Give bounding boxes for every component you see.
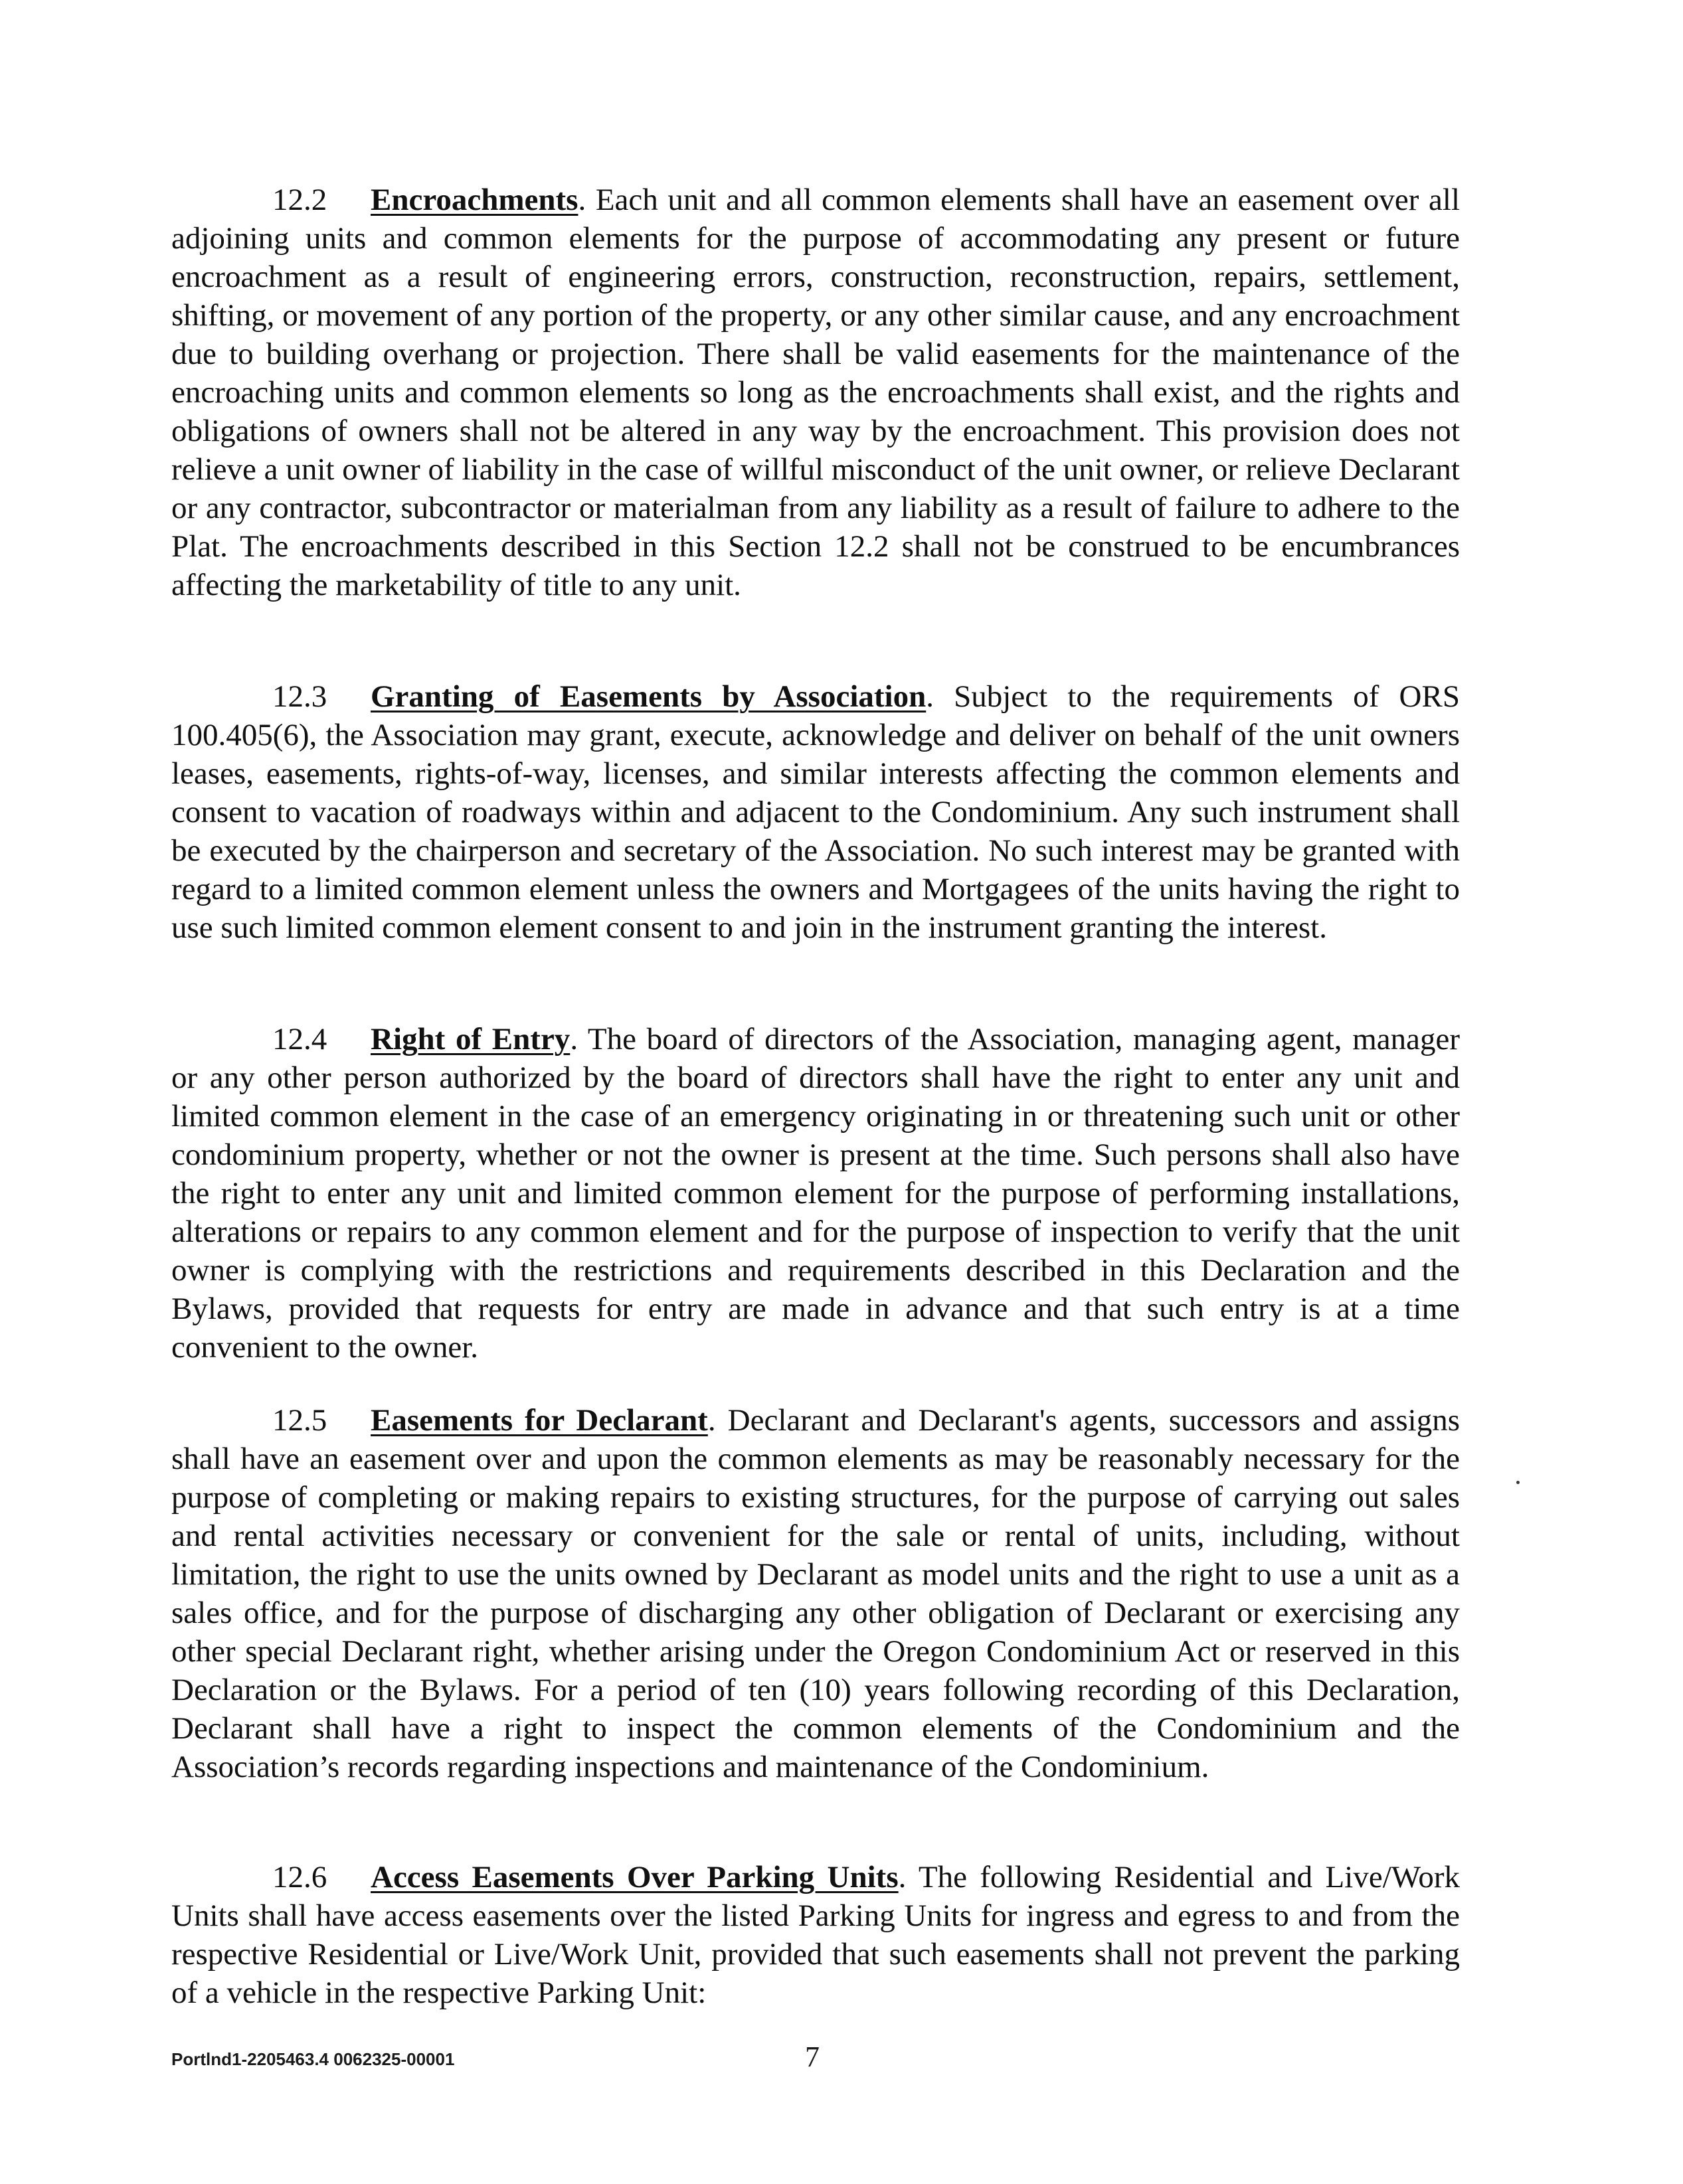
section-heading: Right of Entry <box>371 1022 571 1056</box>
section-12-3: 12.3 Granting of Easements by Association. Subject to the requirements of ORS 100.405(6), the Association may grant, execute, acknowledge and deliver on behalf of the unit owners leases, easements, rights-of-way, licenses, and similar interests affecting the common elements and consent to vacation of roadways within and adjacent to the Condominium. Any such instrument shall be executed by the chairperson and secretary of the Association. No such interest may be granted with regard to a limited common element unless the owners and Mortgagees of the units having the right to use such limited common element consent to and join in the instrument granting the interest. <box>171 677 1460 947</box>
section-body: The following Residential and Live/Work Units shall have access easements over the listed Parking Units for ingress and egress to and from the respective Residential or Live/Work Unit, provided that such easements shall not prevent the parking of a vehicle in the respective Parking Unit: <box>171 1860 1460 2010</box>
section-number: 12.2 <box>272 183 327 217</box>
section-body: Declarant and Declarant's agents, successors and assigns shall have an easement over and upon the common elements as may be reasonably necessary for the purpose of completing or making repairs to existing structures, for the purpose of carrying out sales and rental activities necessary or convenient for the sale or rental of units, including, without limitation, the right to use the units owned by Declarant as model units and the right to use a unit as a sales office, and for the purpose of discharging any other obligation of Declarant or exercising any other special Declarant right, whether arising under the Oregon Condominium Act or reserved in this Declaration or the Bylaws. For a period of ten (10) years following recording of this Declaration, Declarant shall have a right to inspect the common elements of the Condominium and the Association’s records regarding inspections and maintenance of the Condominium. <box>171 1403 1460 1784</box>
section-number: 12.6 <box>272 1860 327 1894</box>
section-number: 12.4 <box>272 1022 327 1056</box>
section-number: 12.5 <box>272 1403 327 1438</box>
section-body: Each unit and all common elements shall have an easement over all adjoining units and common elements for the purpose of accommodating any present or future encroachment as a result of engineering errors, construction, reconstruction, repairs, settlement, shifting, or movement of any portion of the property, or any other similar cause, and any encroachment due to building overhang or projection. There shall be valid easements for the maintenance of the encroaching units and common elements so long as the encroachments shall exist, and the rights and obligations of owners shall not be altered in any way by the encroachment. This provision does not relieve a unit owner of liability in the case of willful misconduct of the unit owner, or relieve Declarant or any contractor, subcontractor or materialman from any liability as a result of failure to adhere to the Plat. The encroachments described in this Section 12.2 shall not be construed to be encumbrances affecting the marketability of title to any unit. <box>171 183 1461 602</box>
section-number: 12.3 <box>272 679 327 714</box>
section-12-2: 12.2 Encroachments. Each unit and all common elements shall have an easement over all adjoining units and common elements for the purpose of accommodating any present or future encroachment as a result of engineering errors, construction, reconstruction, repairs, settlement, shifting, or movement of any portion of the property, or any other similar cause, and any encroachment due to building overhang or projection. There shall be valid easements for the maintenance of the encroaching units and common elements so long as the encroachments shall exist, and the rights and obligations of owners shall not be altered in any way by the encroachment. This provision does not relieve a unit owner of liability in the case of willful misconduct of the unit owner, or relieve Declarant or any contractor, subcontractor or materialman from any liability as a result of failure to adhere to the Plat. The encroachments described in this Section 12.2 shall not be construed to be encumbrances affecting the marketability of title to any unit. <box>171 181 1460 604</box>
section-body: The board of directors of the Association, managing agent, manager or any other person authorized by the board of directors shall have the right to enter any unit and limited common element in the case of an emergency originating in or threatening such unit or other condominium property, whether or not the owner is present at the time. Such persons shall also have the right to enter any unit and limited common element for the purpose of performing installations, alterations or repairs to any common element and for the purpose of inspection to verify that the unit owner is complying with the restrictions and requirements described in this Declaration and the Bylaws, provided that requests for entry are made in advance and that such entry is at a time convenient to the owner. <box>171 1022 1460 1365</box>
footer-document-id: Portlnd1-2205463.4 0062325-00001 <box>171 2049 455 2069</box>
section-heading: Encroachments <box>371 183 578 217</box>
section-heading: Granting of Easements by Association <box>371 679 927 714</box>
section-body: Subject to the requirements of ORS 100.405(6), the Association may grant, execute, acknowledge and deliver on behalf of the unit owners leases, easements, rights-of-way, licenses, and similar interests affecting the common elements and consent to vacation of roadways within and adjacent to the Condominium. Any such instrument shall be executed by the chairperson and secretary of the Association. No such interest may be granted with regard to a limited common element unless the owners and Mortgagees of the units having the right to use such limited common element consent to and join in the instrument granting the interest. <box>171 679 1460 945</box>
scan-speck <box>1516 1481 1520 1484</box>
section-heading: Easements for Declarant <box>371 1403 708 1438</box>
section-12-4: 12.4 Right of Entry. The board of directors of the Association, managing agent, manager or any other person authorized by the board of directors shall have the right to enter any unit and limited common element in the case of an emergency originating in or threatening such unit or other condominium property, whether or not the owner is present at the time. Such persons shall also have the right to enter any unit and limited common element for the purpose of performing installations, alterations or repairs to any common element and for the purpose of inspection to verify that the unit owner is complying with the restrictions and requirements described in this Declaration and the Bylaws, provided that requests for entry are made in advance and that such entry is at a time convenient to the owner. <box>171 1020 1460 1367</box>
footer-page-number: 7 <box>805 2041 820 2073</box>
section-12-6: 12.6 Access Easements Over Parking Units. The following Residential and Live/Work Units shall have access easements over the listed Parking Units for ingress and egress to and from the respective Residential or Live/Work Unit, provided that such easements shall not prevent the parking of a vehicle in the respective Parking Unit: <box>171 1858 1460 2012</box>
section-heading: Access Easements Over Parking Units <box>371 1860 899 1894</box>
section-12-5: 12.5 Easements for Declarant. Declarant and Declarant's agents, successors and assigns shall have an easement over and upon the common elements as may be reasonably necessary for the purpose of completing or making repairs to existing structures, for the purpose of carrying out sales and rental activities necessary or convenient for the sale or rental of units, including, without limitation, the right to use the units owned by Declarant as model units and the right to use a unit as a sales office, and for the purpose of discharging any other obligation of Declarant or exercising any other special Declarant right, whether arising under the Oregon Condominium Act or reserved in this Declaration or the Bylaws. For a period of ten (10) years following recording of this Declaration, Declarant shall have a right to inspect the common elements of the Condominium and the Association’s records regarding inspections and maintenance of the Condominium. <box>171 1401 1460 1786</box>
